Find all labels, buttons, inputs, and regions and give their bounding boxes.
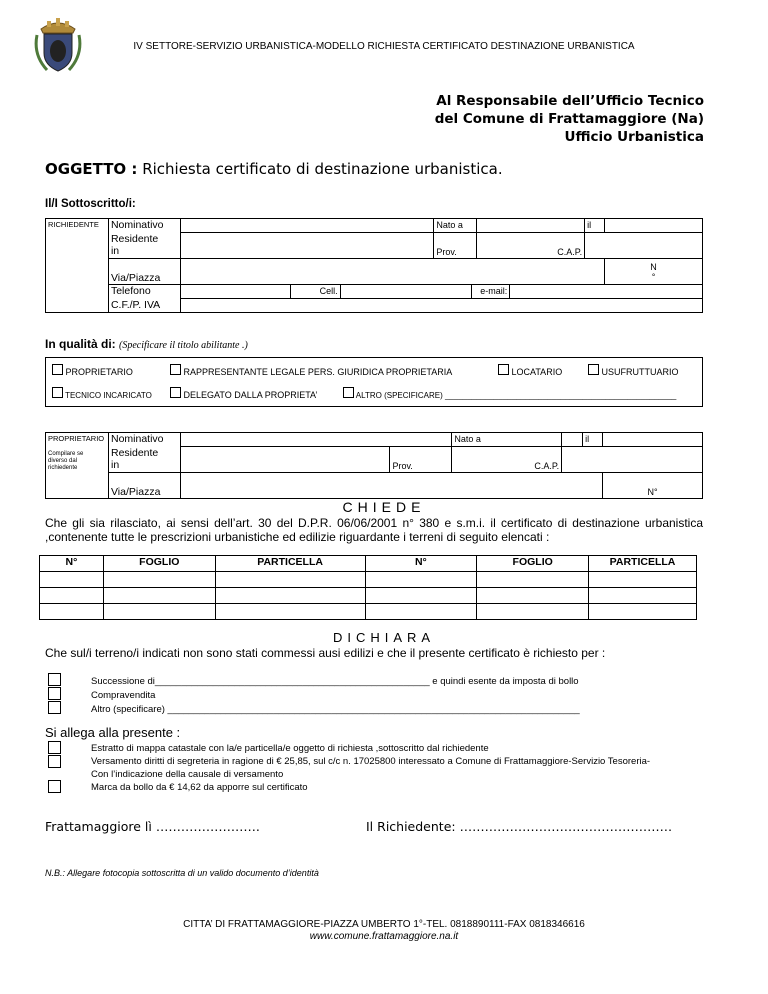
table-cell[interactable]	[40, 604, 104, 620]
checkbox-compravendita[interactable]	[48, 687, 61, 700]
applicant-prov-label: Prov.	[434, 233, 477, 259]
applicant-phone-field[interactable]	[180, 285, 290, 299]
checkbox[interactable]	[170, 387, 181, 398]
footer-address: CITTA’ DI FRATTAMAGGIORE-PIAZZA UMBERTO 1°-TEL. 0818890111-FAX 0818346616	[183, 919, 585, 930]
option-altro[interactable]	[343, 387, 676, 400]
attachment-item-estratto: Estratto di mappa catastale con la/e particella/e oggetto di richiesta ,sottoscritto dal richiedente	[91, 743, 489, 754]
applicant-via-field[interactable]	[180, 259, 604, 285]
table-cell[interactable]	[477, 604, 589, 620]
parcels-header-n2: N°	[365, 556, 477, 572]
table-cell[interactable]	[40, 588, 104, 604]
parcels-header-n1: N°	[40, 556, 104, 572]
owner-residence-label	[108, 447, 180, 473]
capacity-heading	[45, 337, 248, 351]
chiede-text: Che gli sia rilasciato, ai sensi dell’art. 30 del D.P.R. 06/06/2001 n° 380 e s.m.i. il certificato di destinazione urbanistica ,contenente tutte le prescrizioni urbanistiche ed edilizie riguardante i terreni di seguito elencati :	[45, 516, 703, 544]
attachments-list	[91, 742, 650, 794]
footer-website[interactable]: www.comune.frattamaggiore.na.it	[309, 931, 459, 942]
owner-section-label: PROPRIETARIO	[48, 434, 105, 443]
owner-date-label: il	[583, 433, 603, 447]
option-delegato[interactable]	[170, 387, 317, 400]
checkbox[interactable]	[498, 364, 509, 375]
option-proprietario[interactable]	[52, 364, 133, 377]
applicant-cell-field[interactable]	[340, 285, 472, 299]
applicant-cap-label: C.A.P.	[477, 233, 585, 259]
owner-residence-field[interactable]	[180, 447, 390, 473]
option-usufruttuario[interactable]	[588, 364, 679, 377]
option-rappresentante-label: RAPPRESENTANTE LEGALE PERS. GIURIDICA PROPRIETARIA	[183, 367, 453, 377]
applicant-cap-field[interactable]	[585, 233, 703, 259]
attachment-item-marca: Marca da bollo da € 14,62 da apporre sul certificato	[91, 782, 308, 793]
owner-cap-field[interactable]	[562, 447, 703, 473]
table-cell[interactable]	[103, 588, 215, 604]
applicant-via-label: Via/Piazza	[108, 259, 180, 285]
option-proprietario-label: PROPRIETARIO	[65, 367, 133, 377]
applicant-table	[45, 218, 703, 313]
signature-applicant: Il Richiedente: ……………………………………………	[366, 819, 673, 834]
table-row	[40, 588, 697, 604]
table-cell[interactable]	[103, 572, 215, 588]
capacity-box	[45, 357, 703, 407]
table-row	[40, 604, 697, 620]
attachment-item-versamento: Versamento diritti di segreteria in ragione di € 25,85, sul c/c n. 17025800 interessato a Comune di Frattamaggiore-Servizio Tesoreria-	[91, 756, 651, 767]
applicant-name-field[interactable]	[180, 219, 433, 233]
subject-text: Richiesta certificato di destinazione urbanistica.	[142, 160, 503, 178]
parcels-table	[39, 555, 697, 620]
table-cell[interactable]	[589, 572, 697, 588]
dichiara-checkboxes	[48, 673, 61, 714]
table-cell[interactable]	[589, 588, 697, 604]
table-cell[interactable]	[215, 604, 365, 620]
table-cell[interactable]	[365, 604, 477, 620]
capacity-hint: (Specificare il titolo abilitante .)	[119, 340, 248, 351]
signature-place: Frattamaggiore lì …………………….	[45, 819, 260, 834]
table-row	[40, 572, 697, 588]
applicant-residence-field[interactable]	[180, 233, 433, 259]
applicant-date-label: il	[585, 219, 605, 233]
subject-label: OGGETTO :	[45, 160, 138, 178]
option-rappresentante[interactable]	[170, 364, 452, 377]
dichiara-title: DICHIARA	[332, 630, 436, 645]
option-altro-label: ALTRO (SPECIFICARE) ____________________________________________________	[355, 391, 677, 400]
table-cell[interactable]	[103, 604, 215, 620]
owner-prov-label: Prov.	[390, 447, 452, 473]
checkbox[interactable]	[52, 364, 63, 375]
table-cell[interactable]	[477, 588, 589, 604]
header-title: IV SETTORE-SERVIZIO URBANISTICA-MODELLO RICHIESTA CERTIFICATO DESTINAZIONE URBANISTICA	[133, 41, 635, 52]
owner-number-label: N°	[603, 473, 703, 499]
parcels-header-foglio2: FOGLIO	[477, 556, 589, 572]
checkbox-marca[interactable]	[48, 780, 61, 793]
option-locatario-label: LOCATARIO	[511, 367, 563, 377]
checkbox-estratto[interactable]	[48, 741, 61, 754]
owner-birthplace-field[interactable]	[562, 433, 583, 447]
applicant-residence-label	[108, 233, 180, 259]
applicant-section-label: RICHIEDENTE	[46, 219, 109, 313]
checkbox-versamento[interactable]	[48, 755, 61, 768]
option-tecnico-label: TECNICO INCARICATO	[65, 391, 152, 400]
option-tecnico[interactable]	[52, 387, 152, 400]
chiede-title: CHIEDE	[342, 499, 426, 515]
table-cell[interactable]	[365, 588, 477, 604]
undersigned-label: Il/I Sottoscritto/i:	[45, 198, 136, 210]
table-cell[interactable]	[365, 572, 477, 588]
recipient-block	[435, 92, 704, 146]
applicant-n-text: N	[650, 262, 657, 272]
owner-section-cell	[46, 433, 109, 499]
capacity-label: In qualità di:	[45, 337, 116, 351]
dichiara-item-altro: Altro (specificare) ______________________________________________________________________________	[91, 704, 580, 715]
owner-birthplace-label: Nato a	[452, 433, 562, 447]
applicant-phone-label: Telefono	[108, 285, 180, 299]
applicant-in-text: in	[110, 244, 120, 257]
owner-date-field[interactable]	[603, 433, 703, 447]
owner-cap-label: C.A.P.	[452, 447, 562, 473]
table-cell[interactable]	[589, 604, 697, 620]
checkbox[interactable]	[52, 387, 63, 398]
owner-via-label: Via/Piazza	[108, 473, 180, 499]
applicant-email-label: e-mail:	[472, 285, 510, 299]
option-locatario[interactable]	[498, 364, 562, 377]
owner-residente-text: Residente	[110, 446, 159, 459]
identity-note: N.B.: Allegare fotocopia sottoscritta di un valido documento d’identità	[45, 868, 319, 878]
recipient-line1: Al Responsabile dell’Ufficio Tecnico	[436, 93, 704, 109]
parcels-header-particella1: PARTICELLA	[215, 556, 365, 572]
parcels-header-foglio1: FOGLIO	[103, 556, 215, 572]
table-cell[interactable]	[215, 572, 365, 588]
checkbox[interactable]	[170, 364, 181, 375]
applicant-birthplace-label: Nato a	[434, 219, 477, 233]
parcels-header-particella2: PARTICELLA	[589, 556, 697, 572]
attachment-item-causale: Con l’indicazione della causale di versamento	[91, 769, 284, 780]
owner-note: Compilare se diverso dal richiedente	[48, 451, 84, 471]
checkbox[interactable]	[343, 387, 354, 398]
applicant-email-field[interactable]	[510, 285, 703, 299]
owner-in-text: in	[110, 458, 120, 471]
recipient-line2: del Comune di Frattamaggiore (Na)	[434, 111, 704, 127]
owner-via-field[interactable]	[180, 473, 602, 499]
checkbox-successione[interactable]	[48, 673, 61, 686]
owner-nominativo-label: Nominativo	[108, 433, 180, 447]
applicant-number-label	[605, 259, 703, 285]
applicant-nominativo-label: Nominativo	[108, 219, 180, 233]
dichiara-item-compravendita: Compravendita	[91, 690, 156, 701]
applicant-cf-label: C.F./P. IVA	[108, 299, 180, 313]
option-usufruttuario-label: USUFRUTTUARIO	[601, 367, 679, 377]
checkbox[interactable]	[588, 364, 599, 375]
applicant-residente-text: Residente	[110, 232, 159, 245]
applicant-n-sub: °	[651, 272, 656, 282]
table-cell[interactable]	[215, 588, 365, 604]
owner-name-field[interactable]	[180, 433, 451, 447]
recipient-line3: Ufficio Urbanistica	[564, 129, 704, 145]
applicant-birthplace-field[interactable]	[477, 219, 585, 233]
subject-line	[45, 160, 503, 178]
applicant-cf-field[interactable]	[180, 299, 702, 313]
dichiara-text: Che sul/i terreno/i indicati non sono stati commessi ausi edilizi e che il presente certificato è richiesto per :	[45, 646, 606, 660]
applicant-date-field[interactable]	[605, 219, 703, 233]
table-cell[interactable]	[477, 572, 589, 588]
owner-table	[45, 432, 703, 499]
table-cell[interactable]	[40, 572, 104, 588]
option-delegato-label: DELEGATO DALLA PROPRIETA’	[183, 390, 318, 400]
dichiara-item-successione: Successione di____________________________________________________ e quindi esente da imposta di bollo	[91, 676, 579, 687]
attachments-checkboxes	[48, 741, 61, 793]
checkbox-altro[interactable]	[48, 701, 61, 714]
dichiara-list	[91, 675, 580, 716]
applicant-cell-label: Cell.	[290, 285, 340, 299]
attachments-title: Si allega alla presente :	[45, 725, 181, 740]
